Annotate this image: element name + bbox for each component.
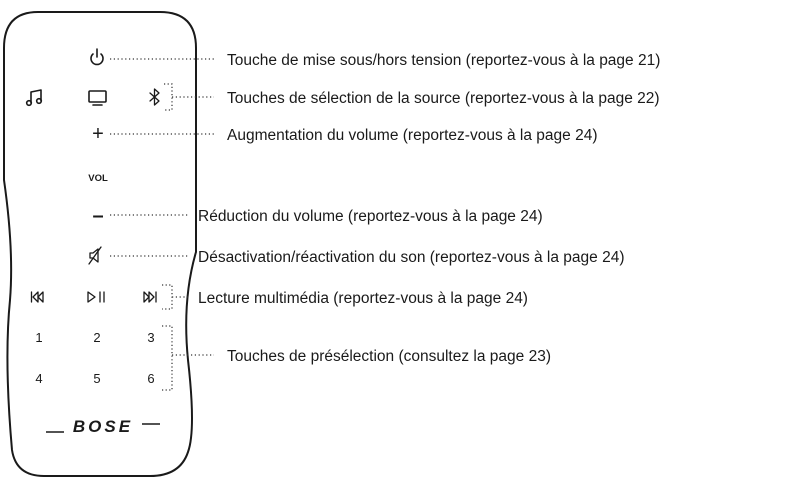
- previous-track-button[interactable]: [32, 292, 44, 302]
- preset-1-button[interactable]: 1: [35, 330, 43, 345]
- power-button[interactable]: [91, 49, 103, 64]
- next-track-button[interactable]: [144, 292, 156, 302]
- vol-label: VOL: [88, 173, 108, 184]
- callout-mute: Désactivation/réactivation du son (reportez-vous à la page 24): [198, 249, 625, 266]
- callout-power: Touche de mise sous/hors tension (reportez-vous à la page 21): [227, 52, 661, 69]
- power-icon: [91, 49, 103, 64]
- preset-6-button[interactable]: 6: [147, 371, 155, 386]
- preset-2-button[interactable]: 2: [93, 330, 101, 345]
- callout-volume-up: Augmentation du volume (reportez-vous à la page 24): [227, 127, 598, 144]
- mute-icon: [89, 247, 101, 264]
- callout-presets: Touches de présélection (consultez la page 23): [227, 348, 551, 365]
- callout-source: Touches de sélection de la source (reportez-vous à la page 22): [227, 90, 660, 107]
- tv-source-button[interactable]: [89, 91, 106, 105]
- callout-volume-down: Réduction du volume (reportez-vous à la page 24): [198, 208, 543, 225]
- play-pause-button[interactable]: [88, 292, 104, 302]
- tv-icon: [89, 91, 106, 105]
- mute-button[interactable]: [89, 247, 101, 264]
- music-source-button[interactable]: [27, 90, 42, 105]
- preset-bracket: [162, 326, 172, 390]
- callout-media: Lecture multimédia (reportez-vous à la page 24): [198, 290, 528, 307]
- skip-back-icon: [32, 292, 44, 302]
- preset-5-button[interactable]: 5: [93, 371, 101, 386]
- volume-down-button[interactable]: –: [92, 205, 104, 227]
- remote-outline: [4, 12, 196, 476]
- skip-forward-icon: [144, 292, 156, 302]
- music-note-icon: [27, 90, 42, 105]
- bose-logo: BOSE: [72, 417, 134, 436]
- preset-3-button[interactable]: 3: [147, 330, 155, 345]
- bluetooth-icon: [150, 89, 159, 105]
- play-pause-icon: [88, 292, 104, 302]
- preset-4-button[interactable]: 4: [35, 371, 43, 386]
- bluetooth-source-button[interactable]: [150, 89, 159, 105]
- source-bracket: [164, 84, 172, 110]
- volume-up-button[interactable]: +: [92, 123, 104, 145]
- media-bracket: [162, 285, 172, 309]
